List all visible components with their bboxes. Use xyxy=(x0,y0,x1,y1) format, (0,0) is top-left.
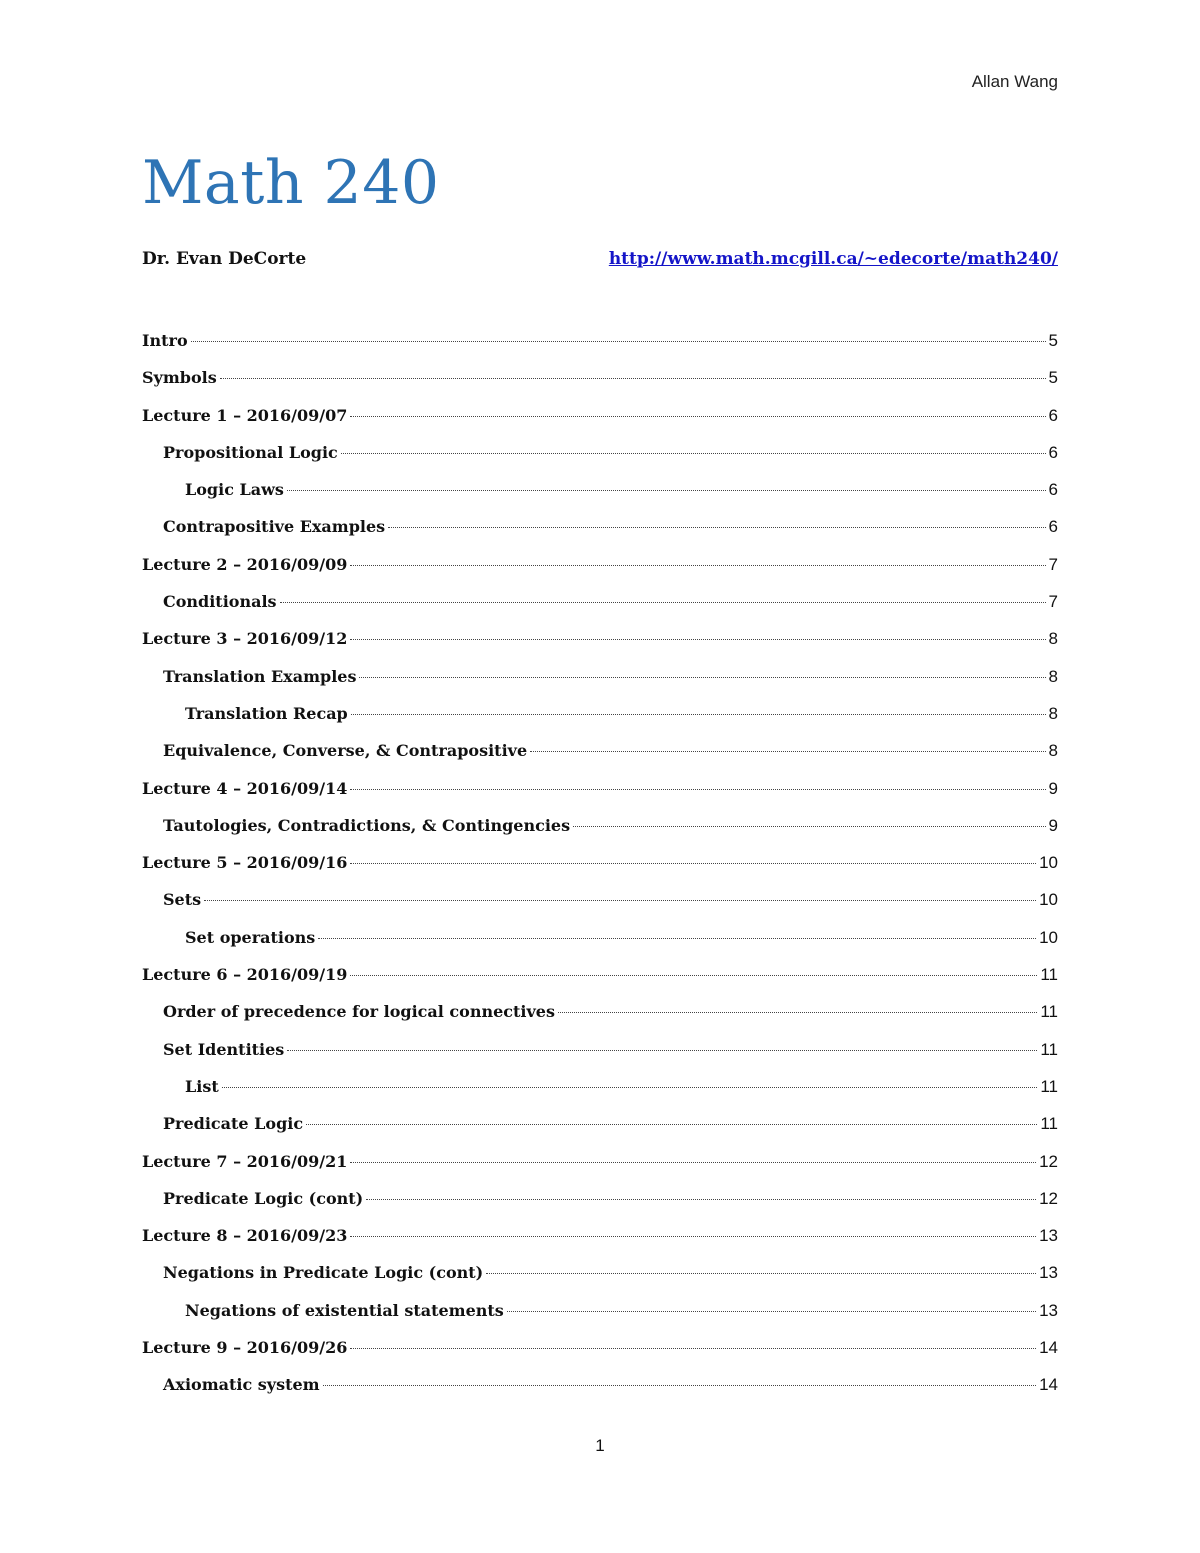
toc-entry-page: 6 xyxy=(1048,442,1058,462)
toc-entry[interactable] xyxy=(142,1152,1058,1189)
toc-entry-label: Lecture 2 – 2016/09/09 xyxy=(142,554,348,574)
toc-entry-label: Conditionals xyxy=(163,592,277,612)
toc-entry[interactable] xyxy=(142,1226,1058,1263)
toc-dot-leader xyxy=(507,1311,1036,1312)
toc-dot-leader xyxy=(341,453,1046,454)
toc-entry-label: Equivalence, Converse, & Contrapositive xyxy=(163,741,528,761)
toc-entry[interactable] xyxy=(142,816,1058,853)
toc-entry-label: Translation Recap xyxy=(185,703,348,723)
toc-entry-label: Propositional Logic xyxy=(163,442,338,462)
toc-entry-page: 5 xyxy=(1048,368,1058,388)
toc-entry[interactable] xyxy=(142,480,1058,517)
toc-entry-label: Lecture 9 – 2016/09/26 xyxy=(142,1338,348,1358)
course-url-link[interactable]: http://www.math.mcgill.ca/~edecorte/math240/ xyxy=(608,249,1058,269)
toc-entry[interactable] xyxy=(142,406,1058,443)
toc-dot-leader xyxy=(287,490,1046,491)
toc-entry[interactable] xyxy=(142,443,1058,480)
toc-entry-label: Negations of existential statements xyxy=(185,1300,504,1320)
toc-entry[interactable] xyxy=(142,890,1058,927)
professor-name: Dr. Evan DeCorte xyxy=(142,249,307,269)
toc-dot-leader xyxy=(359,677,1045,678)
toc-entry[interactable] xyxy=(142,1263,1058,1300)
toc-entry-label: Lecture 3 – 2016/09/12 xyxy=(142,629,348,649)
toc-entry-page: 7 xyxy=(1048,592,1058,612)
toc-entry-label: Logic Laws xyxy=(185,480,284,500)
toc-entry[interactable] xyxy=(142,517,1058,554)
toc-entry-page: 11 xyxy=(1040,1039,1058,1059)
toc-entry[interactable] xyxy=(142,853,1058,890)
toc-entry[interactable] xyxy=(142,667,1058,704)
toc-entry-page: 14 xyxy=(1039,1375,1058,1395)
toc-entry[interactable] xyxy=(142,1189,1058,1226)
toc-dot-leader xyxy=(350,565,1045,566)
toc-entry-page: 6 xyxy=(1048,405,1058,425)
toc-entry-label: Lecture 6 – 2016/09/19 xyxy=(142,965,348,985)
toc-dot-leader xyxy=(486,1273,1036,1274)
toc-entry-page: 9 xyxy=(1048,815,1058,835)
toc-entry-label: Set operations xyxy=(185,927,316,947)
toc-dot-leader xyxy=(573,826,1045,827)
toc-dot-leader xyxy=(558,1012,1037,1013)
toc-entry-page: 11 xyxy=(1040,965,1058,985)
toc-entry-label: Sets xyxy=(163,890,202,910)
toc-entry-page: 6 xyxy=(1048,480,1058,500)
toc-dot-leader xyxy=(350,789,1045,790)
toc-entry-label: Lecture 5 – 2016/09/16 xyxy=(142,853,348,873)
toc-entry-label: Symbols xyxy=(142,368,217,388)
toc-entry-page: 10 xyxy=(1039,853,1058,873)
table-of-contents xyxy=(142,331,1058,1413)
toc-entry-page: 11 xyxy=(1040,1114,1058,1134)
toc-dot-leader xyxy=(204,900,1036,901)
toc-dot-leader xyxy=(220,378,1046,379)
toc-dot-leader xyxy=(287,1050,1037,1051)
toc-entry-label: Lecture 1 – 2016/09/07 xyxy=(142,405,348,425)
toc-entry-label: Contrapositive Examples xyxy=(163,517,386,537)
toc-entry[interactable] xyxy=(142,779,1058,816)
toc-entry-page: 12 xyxy=(1039,1151,1058,1171)
toc-dot-leader xyxy=(350,863,1036,864)
toc-entry-page: 11 xyxy=(1040,1002,1058,1022)
toc-entry-label: Predicate Logic xyxy=(163,1114,304,1134)
toc-dot-leader xyxy=(350,975,1037,976)
document-title: Math 240 xyxy=(142,148,440,218)
toc-dot-leader xyxy=(530,751,1045,752)
toc-entry-label: Set Identities xyxy=(163,1039,285,1059)
toc-dot-leader xyxy=(306,1124,1037,1125)
toc-dot-leader xyxy=(388,527,1045,528)
toc-entry-page: 10 xyxy=(1039,927,1058,947)
toc-entry[interactable] xyxy=(142,629,1058,666)
toc-entry-page: 12 xyxy=(1039,1188,1058,1208)
toc-entry-label: List xyxy=(185,1076,219,1096)
meta-line xyxy=(142,249,1058,275)
toc-entry-page: 14 xyxy=(1039,1338,1058,1358)
toc-dot-leader xyxy=(280,602,1046,603)
toc-dot-leader xyxy=(222,1087,1038,1088)
toc-entry[interactable] xyxy=(142,704,1058,741)
page-number: 1 xyxy=(595,1436,605,1455)
toc-entry[interactable] xyxy=(142,331,1058,368)
toc-entry[interactable] xyxy=(142,1114,1058,1151)
toc-entry-page: 8 xyxy=(1048,741,1058,761)
toc-entry-page: 8 xyxy=(1048,629,1058,649)
toc-entry-label: Lecture 4 – 2016/09/14 xyxy=(142,778,348,798)
toc-entry[interactable] xyxy=(142,1375,1058,1412)
toc-entry-page: 10 xyxy=(1039,890,1058,910)
toc-entry-label: Lecture 8 – 2016/09/23 xyxy=(142,1226,348,1246)
toc-dot-leader xyxy=(366,1199,1036,1200)
toc-entry-label: Axiomatic system xyxy=(163,1375,320,1395)
toc-entry[interactable] xyxy=(142,1040,1058,1077)
toc-entry-page: 13 xyxy=(1039,1226,1058,1246)
toc-dot-leader xyxy=(351,714,1046,715)
toc-dot-leader xyxy=(323,1385,1036,1386)
toc-entry[interactable] xyxy=(142,1338,1058,1375)
toc-entry-page: 13 xyxy=(1039,1263,1058,1283)
toc-entry[interactable] xyxy=(142,1002,1058,1039)
toc-entry[interactable] xyxy=(142,555,1058,592)
toc-dot-leader xyxy=(318,938,1036,939)
toc-entry-page: 8 xyxy=(1048,666,1058,686)
toc-entry-page: 5 xyxy=(1048,331,1058,350)
toc-dot-leader xyxy=(191,341,1046,342)
toc-entry-label: Tautologies, Contradictions, & Contingencies xyxy=(163,815,571,835)
toc-dot-leader xyxy=(350,639,1045,640)
toc-entry[interactable] xyxy=(142,592,1058,629)
toc-entry-page: 7 xyxy=(1048,554,1058,574)
toc-entry-label: Negations in Predicate Logic (cont) xyxy=(163,1263,484,1283)
toc-dot-leader xyxy=(350,1162,1036,1163)
toc-entry[interactable] xyxy=(142,368,1058,405)
toc-dot-leader xyxy=(350,1348,1036,1349)
toc-entry[interactable] xyxy=(142,965,1058,1002)
toc-entry-label: Intro xyxy=(142,331,188,350)
toc-dot-leader xyxy=(350,1236,1036,1237)
toc-entry-label: Translation Examples xyxy=(163,666,357,686)
toc-entry-label: Predicate Logic (cont) xyxy=(163,1188,364,1208)
toc-dot-leader xyxy=(350,416,1045,417)
toc-entry[interactable] xyxy=(142,741,1058,778)
toc-entry-page: 13 xyxy=(1039,1300,1058,1320)
toc-entry-page: 8 xyxy=(1048,703,1058,723)
toc-entry-page: 9 xyxy=(1048,778,1058,798)
toc-entry-label: Lecture 7 – 2016/09/21 xyxy=(142,1151,348,1171)
toc-entry[interactable] xyxy=(142,928,1058,965)
toc-entry[interactable] xyxy=(142,1077,1058,1114)
toc-entry-page: 11 xyxy=(1040,1076,1058,1096)
page-header-author: Allan Wang xyxy=(971,72,1058,91)
toc-entry[interactable] xyxy=(142,1301,1058,1338)
toc-entry-page: 6 xyxy=(1048,517,1058,537)
toc-entry-label: Order of precedence for logical connectives xyxy=(163,1002,555,1022)
